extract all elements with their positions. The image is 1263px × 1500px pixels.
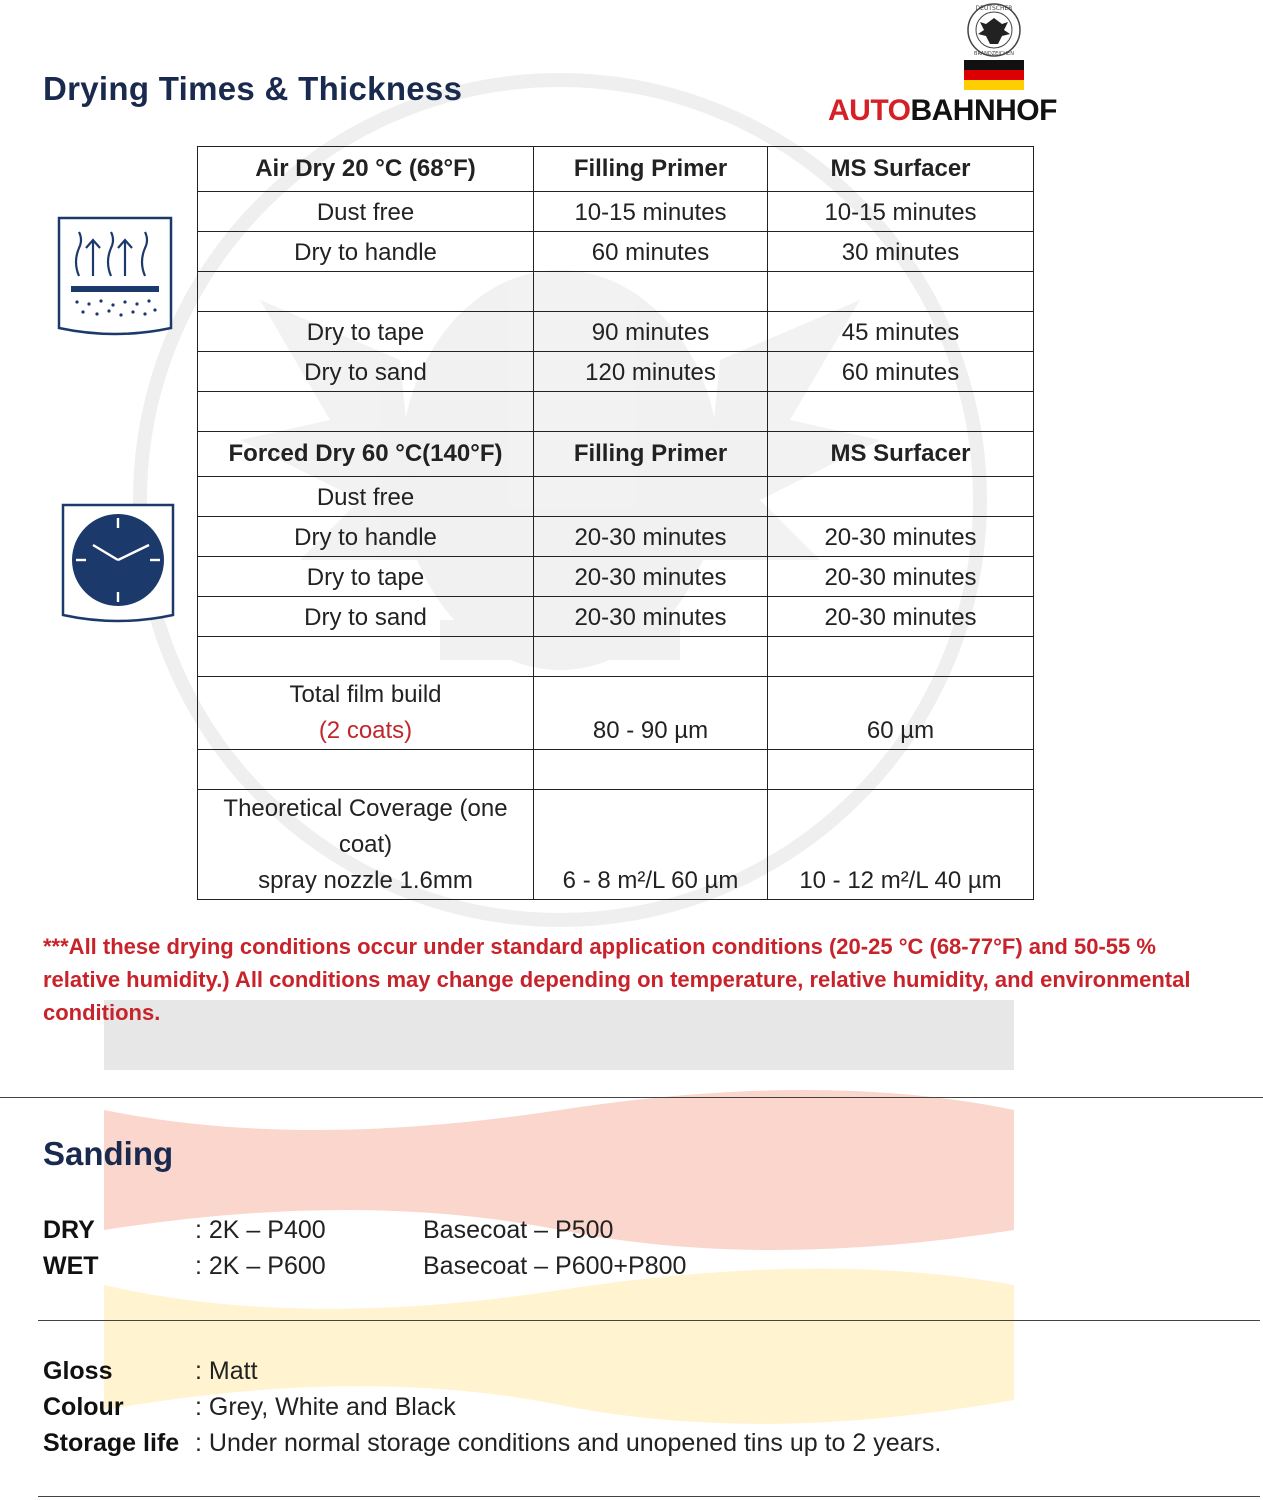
sanding-title: Sanding — [43, 1135, 174, 1172]
table-row — [198, 750, 1034, 790]
property-row-gloss — [43, 1357, 1223, 1389]
cell-value — [768, 477, 1034, 517]
table-row — [198, 597, 1034, 637]
table-row — [198, 517, 1034, 557]
forced-dry-header: Forced Dry 60 °C(140°F) — [198, 432, 534, 477]
table-row — [198, 192, 1034, 232]
cell-value: 90 minutes — [534, 312, 768, 352]
table-row — [198, 147, 1034, 192]
cell-value: 60 minutes — [768, 352, 1034, 392]
table-row — [198, 790, 1034, 900]
sanding-value-basecoat: Basecoat – P500 — [423, 1216, 614, 1244]
drying-times-table — [197, 146, 1034, 900]
cell-value: 6 - 8 m²/L 60 µm — [534, 790, 768, 900]
row-label: Dry to sand — [198, 352, 534, 392]
column-header-ms-surfacer: MS Surfacer — [768, 432, 1034, 477]
table-row — [198, 677, 1034, 750]
property-key: Colour — [43, 1393, 124, 1421]
table-row — [198, 232, 1034, 272]
table-row — [198, 272, 1034, 312]
table-row — [198, 312, 1034, 352]
cell-value: 80 - 90 µm — [534, 677, 768, 750]
page-title: Drying Times & Thickness — [43, 70, 463, 107]
cell-value: 20-30 minutes — [768, 517, 1034, 557]
colon-separator: : Grey, White and Black — [195, 1393, 456, 1421]
cell-value: 20-30 minutes — [768, 597, 1034, 637]
autobahnhof-logo — [828, 2, 1163, 130]
section-divider — [0, 1097, 1263, 1098]
cell-value: 60 minutes — [534, 232, 768, 272]
table-row — [198, 557, 1034, 597]
column-header-filling-primer: Filling Primer — [534, 147, 768, 192]
row-label: Dust free — [198, 192, 534, 232]
row-label: Dust free — [198, 477, 534, 517]
logo-wordmark: AUTOBAHNHOF — [828, 94, 1057, 127]
row-label: Dry to handle — [198, 517, 534, 557]
table-row — [198, 637, 1034, 677]
cell-value — [534, 272, 768, 312]
cell-value — [768, 392, 1034, 432]
section-divider — [38, 1320, 1260, 1321]
cell-value: 120 minutes — [534, 352, 768, 392]
svg-text:BRANDZEICHEN: BRANDZEICHEN — [974, 51, 1014, 57]
column-header-filling-primer: Filling Primer — [534, 432, 768, 477]
cell-value: 10-15 minutes — [534, 192, 768, 232]
row-label: Dry to tape — [198, 312, 534, 352]
seal-icon — [828, 2, 1163, 94]
property-value: Matt — [208, 1357, 258, 1385]
cell-value: 20-30 minutes — [534, 517, 768, 557]
cell-value — [534, 750, 768, 790]
cell-value: 30 minutes — [768, 232, 1034, 272]
cell-value — [768, 750, 1034, 790]
film-build-note: (2 coats) — [318, 717, 413, 744]
property-key: Gloss — [43, 1357, 113, 1385]
film-build-label: Total film build (2 coats) — [198, 677, 534, 750]
sanding-key: WET — [43, 1252, 99, 1280]
table-row — [198, 432, 1034, 477]
coverage-label: Theoretical Coverage (one coat) spray nozzle 1.6mm — [198, 790, 534, 900]
cell-value: 10 - 12 m²/L 40 µm — [768, 790, 1034, 900]
cell-value: 45 minutes — [768, 312, 1034, 352]
cell-value: 20-30 minutes — [768, 557, 1034, 597]
cell-value: 20-30 minutes — [534, 557, 768, 597]
sanding-row-dry — [43, 1216, 943, 1248]
cell-value — [768, 637, 1034, 677]
property-key: Storage life — [43, 1429, 180, 1457]
property-row-colour — [43, 1393, 1223, 1425]
air-dry-header: Air Dry 20 °C (68°F) — [198, 147, 534, 192]
colon-separator: : 2K – P400 — [195, 1216, 326, 1244]
sanding-value-basecoat: Basecoat – P600+P800 — [423, 1252, 687, 1280]
table-row — [198, 477, 1034, 517]
cell-value — [534, 392, 768, 432]
cell-value — [534, 637, 768, 677]
property-value: Under normal storage conditions and unopened tins up to 2 years. — [208, 1429, 942, 1457]
section-divider — [38, 1496, 1260, 1497]
cell-value — [534, 477, 768, 517]
row-label — [198, 637, 534, 677]
sanding-value: 2K – P600 — [208, 1252, 326, 1280]
cell-value: 10-15 minutes — [768, 192, 1034, 232]
row-label: Dry to tape — [198, 557, 534, 597]
colon-separator: : Matt — [195, 1357, 258, 1385]
svg-text:DEUTSCHER: DEUTSCHER — [975, 5, 1013, 12]
clock-icon — [61, 503, 175, 627]
row-label: Dry to sand — [198, 597, 534, 637]
sanding-row-wet — [43, 1252, 943, 1284]
row-label: Dry to handle — [198, 232, 534, 272]
column-header-ms-surfacer: MS Surfacer — [768, 147, 1034, 192]
cell-value — [768, 272, 1034, 312]
colon-separator: : Under normal storage conditions and unopened tins up to 2 years. — [195, 1429, 942, 1457]
table-row — [198, 392, 1034, 432]
cell-value: 20-30 minutes — [534, 597, 768, 637]
sanding-value: 2K – P400 — [208, 1216, 326, 1244]
property-value: Grey, White and Black — [208, 1393, 456, 1421]
row-label — [198, 750, 534, 790]
cell-value: 60 µm — [768, 677, 1034, 750]
row-label — [198, 272, 534, 312]
conditions-note: ***All these drying conditions occur under standard application conditions (20-25 °C (68-77°F) and 50-55 % relative humidity.) All conditions may change depending on temperature, relative humidity, and environmental conditions. — [43, 934, 1191, 1025]
heat-waves-icon — [57, 216, 173, 340]
table-row — [198, 352, 1034, 392]
colon-separator: : 2K – P600 — [195, 1252, 326, 1280]
sanding-key: DRY — [43, 1216, 95, 1244]
property-row-storage-life — [43, 1429, 1223, 1461]
row-label — [198, 392, 534, 432]
